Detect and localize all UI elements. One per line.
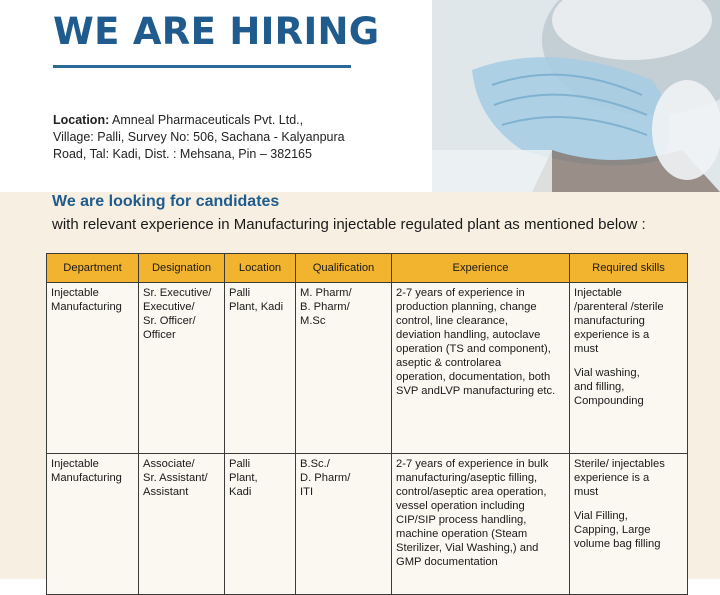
header-designation: Designation [139,254,225,283]
location-block [53,112,383,163]
table-header-row [47,254,688,283]
header-department: Department [47,254,139,283]
cell-location: Palli Plant, Kadi [225,454,296,595]
location-line-1: Amneal Pharmaceuticals Pvt. Ltd., [112,113,304,127]
cell-designation: Associate/ Sr. Assistant/ Assistant [139,454,225,595]
cell-qualification: M. Pharm/ B. Pharm/ M.Sc [296,283,392,454]
skills-spacer [574,356,683,366]
page-title: WE ARE HIRING [53,10,380,53]
skills-secondary: Vial washing, and filling, Compounding [574,367,644,407]
intro-heading: We are looking for candidates [52,193,280,210]
cell-required-skills [570,454,688,595]
cell-qualification: B.Sc./ D. Pharm/ ITI [296,454,392,595]
table-row [47,454,688,595]
cell-experience: 2-7 years of experience in production planning, change control, line clearance, deviation handling, autoclave operation (TS and component), aseptic & controlarea operation, documentation, both SVP andLVP manufacturing etc. [392,283,570,454]
location-label: Location: [53,113,110,127]
header-location: Location [225,254,296,283]
cell-designation: Sr. Executive/ Executive/ Sr. Officer/ Officer [139,283,225,454]
header-qualification: Qualification [296,254,392,283]
skills-primary: Sterile/ injectables experience is a must [574,458,665,498]
skills-secondary: Vial Filling, Capping, Large volume bag filling [574,510,661,550]
cell-location: Palli Plant, Kadi [225,283,296,454]
cell-department: Injectable Manufacturing [47,454,139,595]
title-underline [53,65,351,68]
lab-worker-photo [432,0,720,192]
location-line-3: Road, Tal: Kadi, Dist. : Mehsana, Pin – 382165 [53,147,312,161]
intro-text: with relevant experience in Manufacturing injectable regulated plant as mentioned below : [52,216,646,233]
photo-illustration [432,0,720,192]
cell-experience: 2-7 years of experience in bulk manufacturing/aseptic filling, control/aseptic area operation, vessel operation including CIP/SIP process handling, machine operation (Steam Sterilizer, Vial Washing,) and GMP documentation [392,454,570,595]
cell-department: Injectable Manufacturing [47,283,139,454]
cell-required-skills [570,283,688,454]
header-required-skills: Required skills [570,254,688,283]
openings-table [46,253,688,595]
location-line-2: Village: Palli, Survey No: 506, Sachana - Kalyanpura [53,130,345,144]
skills-spacer [574,499,683,509]
table-row [47,283,688,454]
skills-primary: Injectable /parenteral /sterile manufacturing experience is a must [574,287,664,355]
header-experience: Experience [392,254,570,283]
